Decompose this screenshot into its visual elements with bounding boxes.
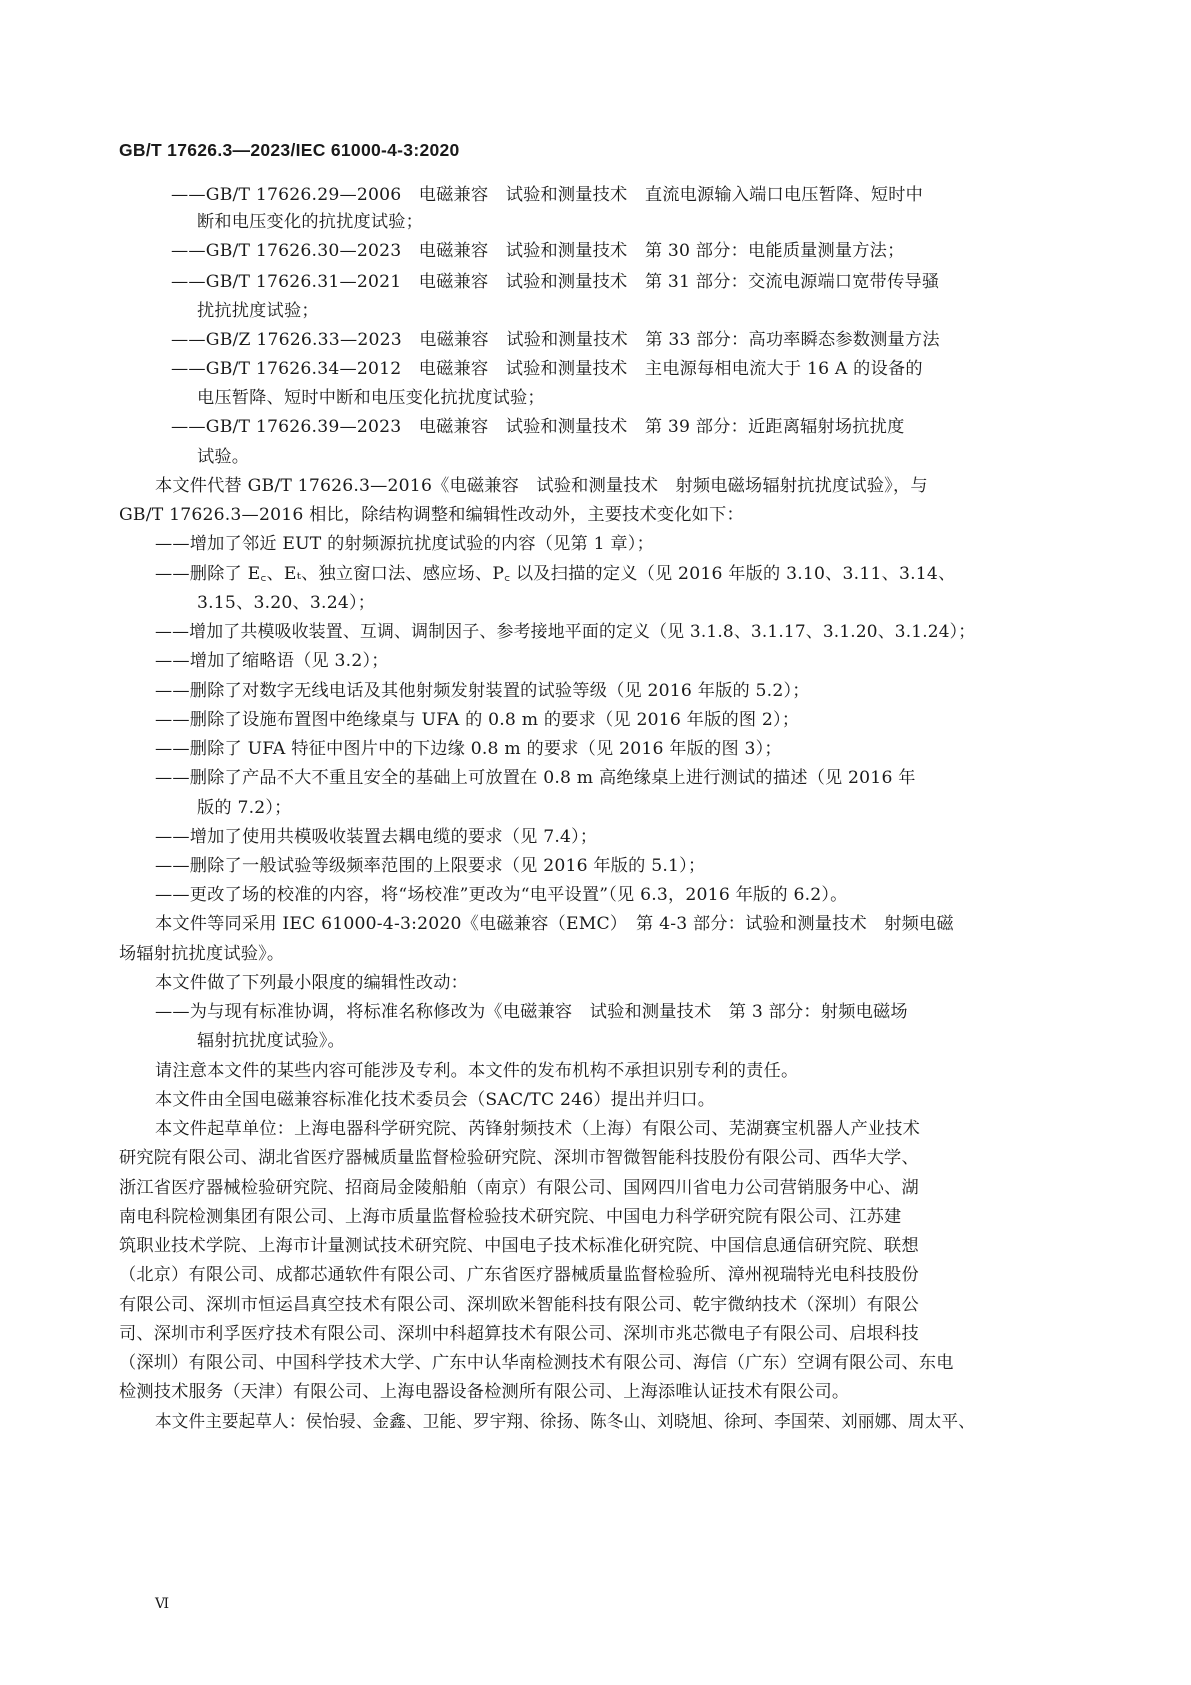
document-header: GB/T 17626.3—2023/IEC 61000-4-3:2020 <box>119 140 460 160</box>
text-line: ——为与现有标准协调，将标准名称修改为《电磁兼容 试验和测量技术 第 3 部分：射频电磁场 <box>155 1002 908 1022</box>
text-line: 断和电压变化的抗扰度试验； <box>197 212 424 232</box>
text-line: ——删除了 UFA 特征中图片中的下边缘 0.8 m 的要求（见 2016 年版的图 3）； <box>155 739 782 759</box>
text-line: ——GB/T 17626.30—2023 电磁兼容 试验和测量技术 第 30 部分：电能质量测量方法； <box>171 241 905 261</box>
text-line: ——增加了缩略语（见 3.2）； <box>155 651 389 671</box>
text-line: 版的 7.2）； <box>197 798 292 818</box>
text-line: 本文件起草单位：上海电器科学研究院、芮锋射频技术（上海）有限公司、芜湖赛宝机器人产业技术 <box>155 1119 921 1139</box>
text-line: 有限公司、深圳市恒运昌真空技术有限公司、深圳欧米智能科技有限公司、乾宇微纳技术（深圳）有限公 <box>119 1295 919 1315</box>
text-line: GB/T 17626.3—2016 相比，除结构调整和编辑性改动外，主要技术变化如下： <box>119 505 744 525</box>
text-line: 本文件等同采用 IEC 61000-4-3:2020《电磁兼容（EMC） 第 4-3 部分：试验和测量技术 射频电磁 <box>155 914 954 934</box>
text-line: ——删除了一般试验等级频率范围的上限要求（见 2016 年版的 5.1）； <box>155 856 706 876</box>
text-line: 筑职业技术学院、上海市计量测试技术研究院、中国电子技术标准化研究院、中国信息通信研究院、联想 <box>119 1236 919 1256</box>
text-line: （深圳）有限公司、中国科学技术大学、广东中认华南检测技术有限公司、海信（广东）空调有限公司、东电 <box>119 1353 954 1373</box>
text-line: ——删除了设施布置图中绝缘桌与 UFA 的 0.8 m 的要求（见 2016 年版的图 2）； <box>155 710 800 730</box>
text-line: ——GB/T 17626.34—2012 电磁兼容 试验和测量技术 主电源每相电流大于 16 A 的设备的 <box>171 359 923 379</box>
text-line: 电压暂降、短时中断和电压变化抗扰度试验； <box>197 388 545 408</box>
text-line: 检测技术服务（天津）有限公司、上海电器设备检测所有限公司、上海添唯认证技术有限公司。 <box>119 1382 850 1402</box>
text-line: ——删除了对数字无线电话及其他射频发射装置的试验等级（见 2016 年版的 5.2）； <box>155 681 810 701</box>
text-line: ——增加了邻近 EUT 的射频源抗扰度试验的内容（见第 1 章）； <box>155 534 654 554</box>
text-line: 扰抗扰度试验； <box>197 301 319 321</box>
text-line: ——增加了共模吸收装置、互调、调制因子、参考接地平面的定义（见 3.1.8、3.1.17、3.1.20、3.1.24）； <box>155 622 976 642</box>
text-line: ——GB/T 17626.29—2006 电磁兼容 试验和测量技术 直流电源输入端口电压暂降、短时中 <box>171 185 924 205</box>
text-line: 本文件由全国电磁兼容标准化技术委员会（SAC/TC 246）提出并归口。 <box>155 1090 716 1110</box>
text-line: 本文件代替 GB/T 17626.3—2016《电磁兼容 试验和测量技术 射频电磁场辐射抗扰度试验》，与 <box>155 476 928 496</box>
text-line: 请注意本文件的某些内容可能涉及专利。本文件的发布机构不承担识别专利的责任。 <box>155 1061 799 1081</box>
text-line: 本文件主要起草人：侯怡骎、金鑫、卫能、罗宇翔、徐扬、陈冬山、刘晓旭、徐珂、李国荣、刘丽娜、周太平、 <box>155 1412 975 1432</box>
text-line: ——GB/T 17626.39—2023 电磁兼容 试验和测量技术 第 39 部分：近距离辐射场抗扰度 <box>171 417 905 437</box>
page-number: Ⅵ <box>155 1597 170 1612</box>
text-line: ——删除了产品不大不重且安全的基础上可放置在 0.8 m 高绝缘桌上进行测试的描述（见 2016 年 <box>155 768 916 788</box>
text-line: 浙江省医疗器械检验研究院、招商局金陵船舶（南京）有限公司、国网四川省电力公司营销服务中心、湖 <box>119 1178 919 1198</box>
text-line: ——删除了 E꜀、Eₜ、独立窗口法、感应场、P꜀ 以及扫描的定义（见 2016 年版的 3.10、3.11、3.14、 <box>155 564 956 584</box>
text-line: 本文件做了下列最小限度的编辑性改动： <box>155 973 468 993</box>
text-line: 试验。 <box>197 447 250 467</box>
text-line: 司、深圳市利孚医疗技术有限公司、深圳中科超算技术有限公司、深圳市兆芯微电子有限公司、启垠科技 <box>119 1324 919 1344</box>
text-line: 南电科院检测集团有限公司、上海市质量监督检验技术研究院、中国电力科学研究院有限公司、江苏建 <box>119 1207 902 1227</box>
text-line: ——更改了场的校准的内容，将“场校准”更改为“电平设置”（见 6.3，2016 年版的 6.2）。 <box>155 885 848 905</box>
text-line: 3.15、3.20、3.24）； <box>197 593 376 613</box>
text-line: 研究院有限公司、湖北省医疗器械质量监督检验研究院、深圳市智微智能科技股份有限公司、西华大学、 <box>119 1148 919 1168</box>
text-line: ——GB/Z 17626.33—2023 电磁兼容 试验和测量技术 第 33 部分：高功率瞬态参数测量方法 <box>171 330 940 350</box>
text-line: 场辐射抗扰度试验》。 <box>119 944 285 964</box>
text-line: ——增加了使用共模吸收装置去耦电缆的要求（见 7.4）； <box>155 827 598 847</box>
text-line: ——GB/T 17626.31—2021 电磁兼容 试验和测量技术 第 31 部分：交流电源端口宽带传导骚 <box>171 272 940 292</box>
text-line: （北京）有限公司、成都芯通软件有限公司、广东省医疗器械质量监督检验所、漳州视瑞特光电科技股份 <box>119 1265 919 1285</box>
text-line: 辐射抗扰度试验》。 <box>197 1031 345 1051</box>
